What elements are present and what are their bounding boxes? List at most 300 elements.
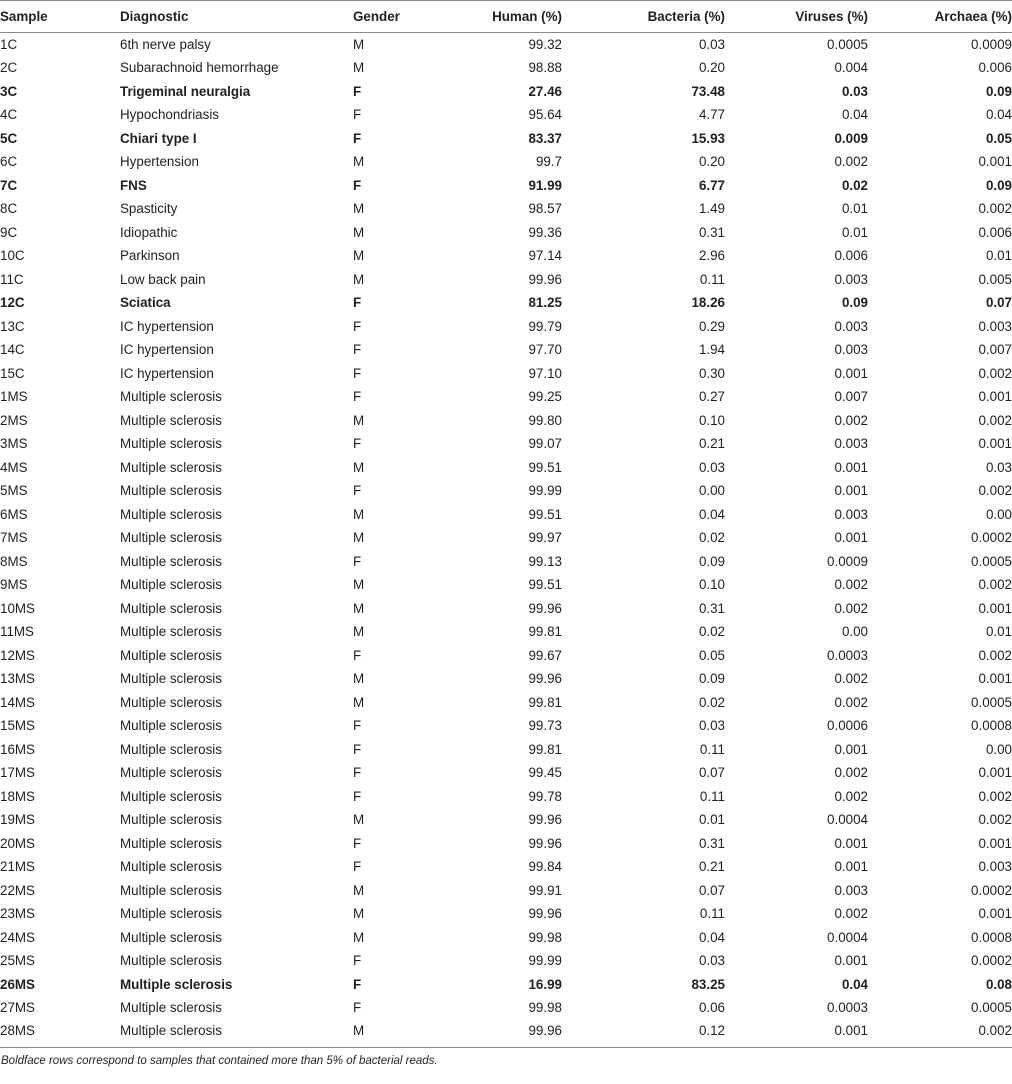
cell-sample: 24MS bbox=[0, 929, 35, 945]
table-row bbox=[0, 197, 1012, 221]
cell-human: 99.81 bbox=[528, 694, 562, 710]
cell-human: 99.98 bbox=[528, 929, 562, 945]
cell-viruses: 0.001 bbox=[834, 365, 868, 381]
cell-archaea: 0.0008 bbox=[971, 929, 1012, 945]
cell-bacteria: 15.93 bbox=[691, 130, 725, 146]
cell-archaea: 0.00 bbox=[985, 741, 1012, 757]
cell-human: 99.81 bbox=[528, 624, 562, 640]
cell-sample: 10C bbox=[0, 248, 25, 264]
cell-human: 99.99 bbox=[528, 483, 562, 499]
cell-human: 95.64 bbox=[528, 107, 562, 123]
cell-gender: M bbox=[353, 248, 365, 264]
cell-viruses: 0.09 bbox=[841, 295, 868, 311]
cell-bacteria: 0.07 bbox=[698, 765, 725, 781]
cell-bacteria: 0.21 bbox=[698, 436, 725, 452]
cell-gender: F bbox=[353, 718, 362, 734]
cell-viruses: 0.001 bbox=[834, 835, 868, 851]
cell-diagnostic: IC hypertension bbox=[120, 365, 214, 381]
cell-bacteria: 0.31 bbox=[698, 835, 725, 851]
cell-sample: 8C bbox=[0, 201, 18, 217]
table-row bbox=[0, 808, 1012, 832]
table-row bbox=[0, 785, 1012, 809]
cell-archaea: 0.00 bbox=[985, 506, 1012, 522]
cell-bacteria: 0.20 bbox=[698, 154, 725, 170]
table-row bbox=[0, 127, 1012, 151]
cell-archaea: 0.01 bbox=[985, 248, 1012, 264]
cell-diagnostic: Multiple sclerosis bbox=[120, 1000, 222, 1016]
cell-bacteria: 0.02 bbox=[698, 694, 725, 710]
cell-archaea: 0.09 bbox=[985, 83, 1012, 99]
cell-human: 99.07 bbox=[528, 436, 562, 452]
cell-viruses: 0.001 bbox=[834, 1022, 868, 1038]
cell-diagnostic: IC hypertension bbox=[120, 318, 214, 334]
cell-archaea: 0.0005 bbox=[971, 1000, 1012, 1016]
table-row bbox=[0, 644, 1012, 668]
cell-diagnostic: IC hypertension bbox=[120, 342, 214, 358]
cell-human: 99.51 bbox=[528, 506, 562, 522]
cell-gender: M bbox=[353, 506, 365, 522]
table-row bbox=[0, 620, 1012, 644]
cell-gender: M bbox=[353, 154, 365, 170]
cell-archaea: 0.002 bbox=[978, 483, 1012, 499]
cell-gender: F bbox=[353, 483, 362, 499]
cell-gender: F bbox=[353, 83, 362, 99]
cell-diagnostic: Spasticity bbox=[120, 201, 178, 217]
cell-sample: 7MS bbox=[0, 530, 28, 546]
cell-viruses: 0.002 bbox=[834, 671, 868, 687]
cell-gender: M bbox=[353, 906, 365, 922]
cell-gender: F bbox=[353, 389, 362, 405]
table-row bbox=[0, 949, 1012, 973]
cell-gender: M bbox=[353, 812, 365, 828]
table-row bbox=[0, 33, 1012, 57]
cell-diagnostic: Multiple sclerosis bbox=[120, 929, 222, 945]
cell-sample: 22MS bbox=[0, 882, 35, 898]
cell-gender: M bbox=[353, 459, 365, 475]
table-row bbox=[0, 80, 1012, 104]
cell-archaea: 0.001 bbox=[978, 906, 1012, 922]
header-diagnostic: Diagnostic bbox=[120, 1, 353, 33]
cell-diagnostic: Multiple sclerosis bbox=[120, 459, 222, 475]
cell-bacteria: 0.04 bbox=[698, 506, 725, 522]
cell-sample: 15MS bbox=[0, 718, 35, 734]
cell-bacteria: 0.10 bbox=[698, 577, 725, 593]
cell-bacteria: 0.07 bbox=[698, 882, 725, 898]
cell-diagnostic: Low back pain bbox=[120, 271, 206, 287]
cell-diagnostic: Idiopathic bbox=[120, 224, 178, 240]
cell-archaea: 0.09 bbox=[985, 177, 1012, 193]
cell-gender: F bbox=[353, 647, 362, 663]
cell-sample: 1C bbox=[0, 37, 18, 52]
cell-bacteria: 0.05 bbox=[698, 647, 725, 663]
cell-viruses: 0.001 bbox=[834, 741, 868, 757]
cell-archaea: 0.001 bbox=[978, 154, 1012, 170]
table-row bbox=[0, 150, 1012, 174]
cell-viruses: 0.0009 bbox=[827, 553, 868, 569]
cell-diagnostic: Multiple sclerosis bbox=[120, 835, 222, 851]
table-row bbox=[0, 996, 1012, 1020]
cell-sample: 6C bbox=[0, 154, 18, 170]
header-human: Human (%) bbox=[448, 1, 562, 33]
cell-viruses: 0.0004 bbox=[827, 812, 868, 828]
cell-human: 99.79 bbox=[528, 318, 562, 334]
table-row bbox=[0, 409, 1012, 433]
cell-human: 99.96 bbox=[528, 835, 562, 851]
cell-bacteria: 0.27 bbox=[698, 389, 725, 405]
cell-human: 99.13 bbox=[528, 553, 562, 569]
cell-human: 99.78 bbox=[528, 788, 562, 804]
cell-viruses: 0.0005 bbox=[827, 37, 868, 52]
cell-bacteria: 6.77 bbox=[698, 177, 725, 193]
cell-viruses: 0.04 bbox=[841, 976, 868, 992]
cell-diagnostic: Hypochondriasis bbox=[120, 107, 219, 123]
cell-human: 99.97 bbox=[528, 530, 562, 546]
cell-diagnostic: Multiple sclerosis bbox=[120, 577, 222, 593]
cell-gender: M bbox=[353, 201, 365, 217]
cell-viruses: 0.002 bbox=[834, 765, 868, 781]
cell-human: 97.70 bbox=[528, 342, 562, 358]
cell-gender: F bbox=[353, 835, 362, 851]
cell-human: 97.14 bbox=[528, 248, 562, 264]
cell-archaea: 0.0002 bbox=[971, 530, 1012, 546]
cell-diagnostic: Multiple sclerosis bbox=[120, 788, 222, 804]
cell-viruses: 0.009 bbox=[834, 130, 868, 146]
cell-gender: F bbox=[353, 765, 362, 781]
cell-gender: M bbox=[353, 60, 365, 76]
cell-archaea: 0.0008 bbox=[971, 718, 1012, 734]
table-row bbox=[0, 56, 1012, 80]
cell-gender: F bbox=[353, 130, 362, 146]
cell-diagnostic: Multiple sclerosis bbox=[120, 389, 222, 405]
cell-human: 98.57 bbox=[528, 201, 562, 217]
cell-gender: M bbox=[353, 37, 365, 52]
cell-viruses: 0.03 bbox=[841, 83, 868, 99]
cell-bacteria: 0.06 bbox=[698, 1000, 725, 1016]
cell-diagnostic: 6th nerve palsy bbox=[120, 37, 211, 52]
cell-sample: 11MS bbox=[0, 624, 34, 640]
cell-bacteria: 4.77 bbox=[698, 107, 725, 123]
cell-sample: 2C bbox=[0, 60, 18, 76]
cell-viruses: 0.01 bbox=[841, 201, 868, 217]
cell-viruses: 0.001 bbox=[834, 859, 868, 875]
cell-diagnostic: Multiple sclerosis bbox=[120, 483, 222, 499]
cell-viruses: 0.002 bbox=[834, 788, 868, 804]
cell-bacteria: 0.31 bbox=[698, 224, 725, 240]
table-row bbox=[0, 526, 1012, 550]
table-row bbox=[0, 456, 1012, 480]
header-viruses: Viruses (%) bbox=[725, 1, 868, 33]
cell-bacteria: 0.11 bbox=[699, 271, 725, 287]
cell-sample: 10MS bbox=[0, 600, 35, 616]
cell-bacteria: 0.12 bbox=[698, 1022, 725, 1038]
cell-gender: F bbox=[353, 788, 362, 804]
table-row bbox=[0, 221, 1012, 245]
cell-archaea: 0.002 bbox=[978, 577, 1012, 593]
cell-gender: M bbox=[353, 694, 365, 710]
cell-bacteria: 73.48 bbox=[691, 83, 725, 99]
cell-diagnostic: Multiple sclerosis bbox=[120, 882, 222, 898]
cell-bacteria: 0.03 bbox=[698, 718, 725, 734]
cell-sample: 3MS bbox=[0, 436, 28, 452]
cell-archaea: 0.001 bbox=[978, 436, 1012, 452]
cell-diagnostic: Multiple sclerosis bbox=[120, 530, 222, 546]
cell-gender: F bbox=[353, 342, 362, 358]
cell-human: 99.96 bbox=[528, 1022, 562, 1038]
cell-gender: M bbox=[353, 929, 365, 945]
cell-viruses: 0.002 bbox=[834, 412, 868, 428]
table-row bbox=[0, 973, 1012, 997]
cell-archaea: 0.05 bbox=[985, 130, 1012, 146]
cell-gender: M bbox=[353, 671, 365, 687]
cell-archaea: 0.002 bbox=[978, 201, 1012, 217]
cell-gender: F bbox=[353, 1000, 362, 1016]
cell-bacteria: 1.49 bbox=[698, 201, 725, 217]
cell-viruses: 0.0003 bbox=[827, 647, 868, 663]
cell-gender: M bbox=[353, 412, 365, 428]
cell-bacteria: 0.11 bbox=[699, 741, 725, 757]
cell-human: 99.73 bbox=[528, 718, 562, 734]
cell-archaea: 0.001 bbox=[978, 765, 1012, 781]
cell-diagnostic: Multiple sclerosis bbox=[120, 859, 222, 875]
cell-human: 99.96 bbox=[528, 812, 562, 828]
cell-human: 99.25 bbox=[528, 389, 562, 405]
cell-human: 99.96 bbox=[528, 671, 562, 687]
cell-bacteria: 0.20 bbox=[698, 60, 725, 76]
table-row bbox=[0, 926, 1012, 950]
cell-viruses: 0.001 bbox=[834, 459, 868, 475]
table-row bbox=[0, 385, 1012, 409]
cell-sample: 26MS bbox=[0, 976, 35, 992]
table-row bbox=[0, 103, 1012, 127]
cell-viruses: 0.001 bbox=[834, 483, 868, 499]
cell-diagnostic: Multiple sclerosis bbox=[120, 694, 222, 710]
cell-sample: 1MS bbox=[0, 389, 28, 405]
cell-sample: 5MS bbox=[0, 483, 28, 499]
cell-human: 83.37 bbox=[528, 130, 562, 146]
cell-human: 99.98 bbox=[528, 1000, 562, 1016]
cell-gender: M bbox=[353, 271, 365, 287]
cell-gender: F bbox=[353, 553, 362, 569]
cell-bacteria: 0.30 bbox=[698, 365, 725, 381]
cell-viruses: 0.002 bbox=[834, 600, 868, 616]
cell-archaea: 0.006 bbox=[978, 224, 1012, 240]
cell-sample: 12C bbox=[0, 295, 25, 311]
cell-diagnostic: Multiple sclerosis bbox=[120, 600, 222, 616]
cell-diagnostic: Parkinson bbox=[120, 248, 180, 264]
cell-sample: 5C bbox=[0, 130, 18, 146]
cell-archaea: 0.002 bbox=[978, 647, 1012, 663]
table-row bbox=[0, 691, 1012, 715]
cell-human: 99.80 bbox=[528, 412, 562, 428]
cell-gender: F bbox=[353, 318, 362, 334]
cell-diagnostic: Multiple sclerosis bbox=[120, 671, 222, 687]
cell-viruses: 0.001 bbox=[834, 530, 868, 546]
table-header bbox=[0, 1, 1012, 33]
table-row bbox=[0, 1020, 1012, 1044]
cell-archaea: 0.04 bbox=[985, 107, 1012, 123]
cell-sample: 20MS bbox=[0, 835, 35, 851]
cell-archaea: 0.002 bbox=[978, 365, 1012, 381]
cell-sample: 19MS bbox=[0, 812, 35, 828]
cell-sample: 25MS bbox=[0, 953, 35, 969]
cell-diagnostic: Hypertension bbox=[120, 154, 199, 170]
cell-human: 99.51 bbox=[528, 577, 562, 593]
cell-gender: M bbox=[353, 600, 365, 616]
cell-sample: 9C bbox=[0, 224, 18, 240]
cell-viruses: 0.04 bbox=[841, 107, 868, 123]
header-bacteria: Bacteria (%) bbox=[562, 1, 725, 33]
cell-sample: 4C bbox=[0, 107, 18, 123]
cell-gender: F bbox=[353, 177, 362, 193]
cell-bacteria: 18.26 bbox=[691, 295, 725, 311]
cell-diagnostic: Trigeminal neuralgia bbox=[120, 83, 251, 99]
table-row bbox=[0, 479, 1012, 503]
cell-sample: 3C bbox=[0, 83, 18, 99]
cell-human: 99.36 bbox=[528, 224, 562, 240]
cell-sample: 13C bbox=[0, 318, 25, 334]
cell-archaea: 0.0002 bbox=[971, 882, 1012, 898]
cell-sample: 11C bbox=[0, 271, 24, 287]
cell-bacteria: 83.25 bbox=[691, 976, 725, 992]
cell-gender: M bbox=[353, 530, 365, 546]
cell-viruses: 0.003 bbox=[834, 436, 868, 452]
cell-archaea: 0.003 bbox=[978, 318, 1012, 334]
table-row bbox=[0, 244, 1012, 268]
cell-viruses: 0.006 bbox=[834, 248, 868, 264]
table-row bbox=[0, 855, 1012, 879]
cell-human: 99.96 bbox=[528, 600, 562, 616]
cell-gender: F bbox=[353, 436, 362, 452]
cell-diagnostic: Multiple sclerosis bbox=[120, 624, 222, 640]
cell-human: 99.96 bbox=[528, 906, 562, 922]
cell-sample: 2MS bbox=[0, 412, 28, 428]
header-row bbox=[0, 1, 1012, 33]
cell-sample: 23MS bbox=[0, 906, 35, 922]
cell-diagnostic: Multiple sclerosis bbox=[120, 812, 222, 828]
cell-sample: 13MS bbox=[0, 671, 35, 687]
table-row bbox=[0, 338, 1012, 362]
cell-bacteria: 2.96 bbox=[698, 248, 725, 264]
cell-human: 99.51 bbox=[528, 459, 562, 475]
cell-sample: 21MS bbox=[0, 859, 35, 875]
cell-archaea: 0.07 bbox=[985, 295, 1012, 311]
table-body bbox=[0, 33, 1012, 1044]
cell-archaea: 0.0009 bbox=[971, 37, 1012, 52]
cell-archaea: 0.001 bbox=[978, 600, 1012, 616]
cell-gender: F bbox=[353, 953, 362, 969]
cell-viruses: 0.002 bbox=[834, 694, 868, 710]
cell-bacteria: 0.31 bbox=[698, 600, 725, 616]
cell-gender: F bbox=[353, 365, 362, 381]
cell-sample: 12MS bbox=[0, 647, 35, 663]
table-row bbox=[0, 268, 1012, 292]
cell-diagnostic: Multiple sclerosis bbox=[120, 412, 222, 428]
table-row bbox=[0, 503, 1012, 527]
cell-archaea: 0.001 bbox=[978, 835, 1012, 851]
cell-human: 16.99 bbox=[528, 976, 562, 992]
cell-bacteria: 0.03 bbox=[698, 459, 725, 475]
cell-sample: 16MS bbox=[0, 741, 35, 757]
cell-bacteria: 0.10 bbox=[698, 412, 725, 428]
cell-human: 97.10 bbox=[528, 365, 562, 381]
cell-archaea: 0.002 bbox=[978, 812, 1012, 828]
cell-archaea: 0.0005 bbox=[971, 553, 1012, 569]
cell-sample: 14MS bbox=[0, 694, 35, 710]
cell-human: 81.25 bbox=[528, 295, 562, 311]
cell-archaea: 0.007 bbox=[978, 342, 1012, 358]
cell-archaea: 0.08 bbox=[985, 976, 1012, 992]
cell-viruses: 0.001 bbox=[834, 953, 868, 969]
cell-sample: 9MS bbox=[0, 577, 28, 593]
cell-sample: 7C bbox=[0, 177, 18, 193]
cell-diagnostic: Multiple sclerosis bbox=[120, 436, 222, 452]
cell-diagnostic: Multiple sclerosis bbox=[120, 1022, 222, 1038]
table-row bbox=[0, 550, 1012, 574]
cell-human: 91.99 bbox=[528, 177, 562, 193]
cell-bacteria: 0.00 bbox=[698, 483, 725, 499]
cell-archaea: 0.001 bbox=[978, 389, 1012, 405]
header-archaea: Archaea (%) bbox=[868, 1, 1012, 33]
table-row bbox=[0, 174, 1012, 198]
cell-archaea: 0.0005 bbox=[971, 694, 1012, 710]
cell-sample: 6MS bbox=[0, 506, 28, 522]
cell-archaea: 0.01 bbox=[985, 624, 1012, 640]
cell-bacteria: 0.03 bbox=[698, 37, 725, 52]
cell-sample: 27MS bbox=[0, 1000, 35, 1016]
cell-viruses: 0.01 bbox=[841, 224, 868, 240]
cell-bacteria: 0.09 bbox=[698, 671, 725, 687]
cell-gender: F bbox=[353, 976, 362, 992]
cell-gender: F bbox=[353, 295, 362, 311]
cell-sample: 8MS bbox=[0, 553, 28, 569]
cell-bacteria: 0.21 bbox=[698, 859, 725, 875]
cell-sample: 28MS bbox=[0, 1022, 35, 1038]
cell-viruses: 0.0006 bbox=[827, 718, 868, 734]
cell-archaea: 0.0002 bbox=[971, 953, 1012, 969]
cell-diagnostic: FNS bbox=[120, 177, 147, 193]
cell-diagnostic: Multiple sclerosis bbox=[120, 976, 233, 992]
cell-human: 99.67 bbox=[528, 647, 562, 663]
header-gender: Gender bbox=[353, 1, 448, 33]
cell-bacteria: 0.02 bbox=[698, 624, 725, 640]
table-row bbox=[0, 879, 1012, 903]
cell-human: 99.91 bbox=[528, 882, 562, 898]
table-row bbox=[0, 832, 1012, 856]
cell-human: 99.32 bbox=[528, 37, 562, 52]
cell-diagnostic: Multiple sclerosis bbox=[120, 953, 222, 969]
cell-gender: M bbox=[353, 224, 365, 240]
cell-gender: M bbox=[353, 577, 365, 593]
cell-viruses: 0.007 bbox=[834, 389, 868, 405]
table-row bbox=[0, 667, 1012, 691]
cell-sample: 15C bbox=[0, 365, 25, 381]
cell-gender: M bbox=[353, 1022, 365, 1038]
cell-sample: 18MS bbox=[0, 788, 35, 804]
cell-archaea: 0.003 bbox=[978, 859, 1012, 875]
cell-bacteria: 0.02 bbox=[698, 530, 725, 546]
cell-sample: 4MS bbox=[0, 459, 28, 475]
cell-bacteria: 0.09 bbox=[698, 553, 725, 569]
cell-archaea: 0.002 bbox=[978, 412, 1012, 428]
cell-diagnostic: Multiple sclerosis bbox=[120, 906, 222, 922]
cell-archaea: 0.006 bbox=[978, 60, 1012, 76]
cell-gender: F bbox=[353, 107, 362, 123]
cell-gender: F bbox=[353, 741, 362, 757]
cell-human: 99.81 bbox=[528, 741, 562, 757]
cell-gender: M bbox=[353, 624, 365, 640]
table-footnote: Boldface rows correspond to samples that contained more than 5% of bacterial reads. bbox=[1, 1055, 438, 1067]
header-sample: Sample bbox=[0, 1, 120, 33]
